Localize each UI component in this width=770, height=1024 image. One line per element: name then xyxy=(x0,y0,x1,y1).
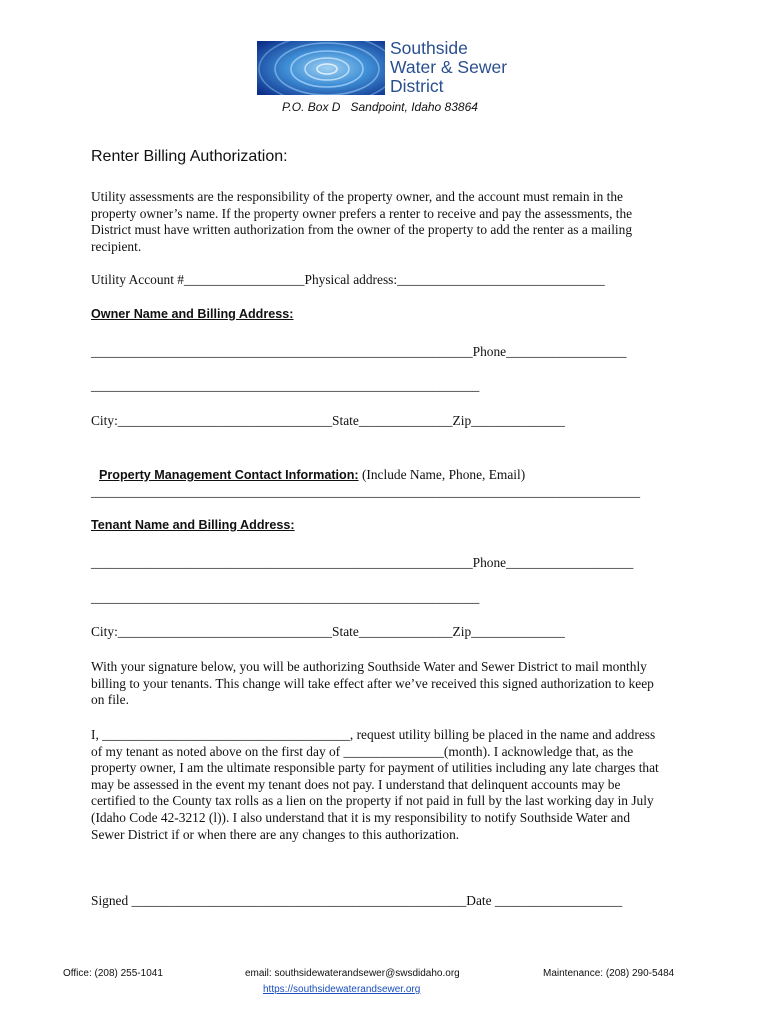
footer-website-link[interactable]: https://southsidewaterandsewer.org xyxy=(263,984,421,995)
tenant-section-heading: Tenant Name and Billing Address: xyxy=(91,518,295,532)
account-line[interactable]: Utility Account #__________________Physical address:_______________________________ xyxy=(91,272,605,287)
footer-maintenance-phone: Maintenance: (208) 290-5484 xyxy=(543,968,675,979)
property-management-line[interactable]: __________________________________________________________________________________ xyxy=(91,484,641,499)
logo-line-3: District xyxy=(390,76,444,96)
property-management-row xyxy=(91,448,525,484)
tenant-address-line[interactable]: __________________________________________________________ xyxy=(91,590,480,605)
water-ripple-icon xyxy=(257,41,385,95)
owner-city-state-zip-line[interactable]: City:________________________________State______________Zip______________ xyxy=(91,413,565,428)
owner-name-phone-line[interactable]: _________________________________________________________Phone__________________ xyxy=(91,344,627,359)
mailing-address: P.O. Box D Sandpoint, Idaho 83864 xyxy=(282,100,478,114)
intro-paragraph: Utility assessments are the responsibility of the property owner, and the account must remain in the property owner’s name. If the property owner prefers a renter to receive and pay the assessments, the District must have written authorization from the owner of the property to add the renter as a mailing recipient. xyxy=(91,189,633,254)
owner-address-line[interactable]: __________________________________________________________ xyxy=(91,378,480,393)
property-management-heading: Property Management Contact Information: xyxy=(99,468,359,482)
logo-image xyxy=(257,41,385,95)
acknowledgement-paragraph[interactable]: I, _____________________________________, request utility billing be placed in the name and address of my tenant as noted above on the first day of _______________(month). I acknowledge that, as the property owner, I am the ultimate responsible party for payment of utilities including any late charges that may be assessed in the event my tenant does not pay. I understand that delinquent accounts may be certified to the County tax rolls as a lien on the property if not paid in full by the last working day in July (Idaho Code 42-3212 (l)). I also understand that it is my responsibility to notify Southside Water and Sewer District if or when there are any changes to this authorization. xyxy=(91,727,659,842)
logo-wordmark xyxy=(390,39,507,96)
tenant-name-phone-line[interactable]: _________________________________________________________Phone___________________ xyxy=(91,555,634,570)
signature-date-line[interactable]: Signed __________________________________________________Date ___________________ xyxy=(91,893,623,908)
logo-line-2: Water & Sewer xyxy=(390,57,508,77)
owner-section-heading: Owner Name and Billing Address: xyxy=(91,307,294,321)
signature-intro-paragraph: With your signature below, you will be authorizing Southside Water and Sewer District to mail monthly billing to your tenants. This change will take effect after we’ve received this signed authorization to keep on file. xyxy=(91,659,654,708)
footer-office-phone: Office: (208) 255-1041 xyxy=(63,968,163,979)
page-title: Renter Billing Authorization: xyxy=(91,148,288,165)
property-management-note: (Include Name, Phone, Email) xyxy=(358,467,526,482)
footer-email[interactable]: email: southsidewaterandsewer@swsdidaho.org xyxy=(245,968,460,979)
logo-line-1: Southside xyxy=(390,38,468,58)
tenant-city-state-zip-line[interactable]: City:________________________________State______________Zip______________ xyxy=(91,624,565,639)
